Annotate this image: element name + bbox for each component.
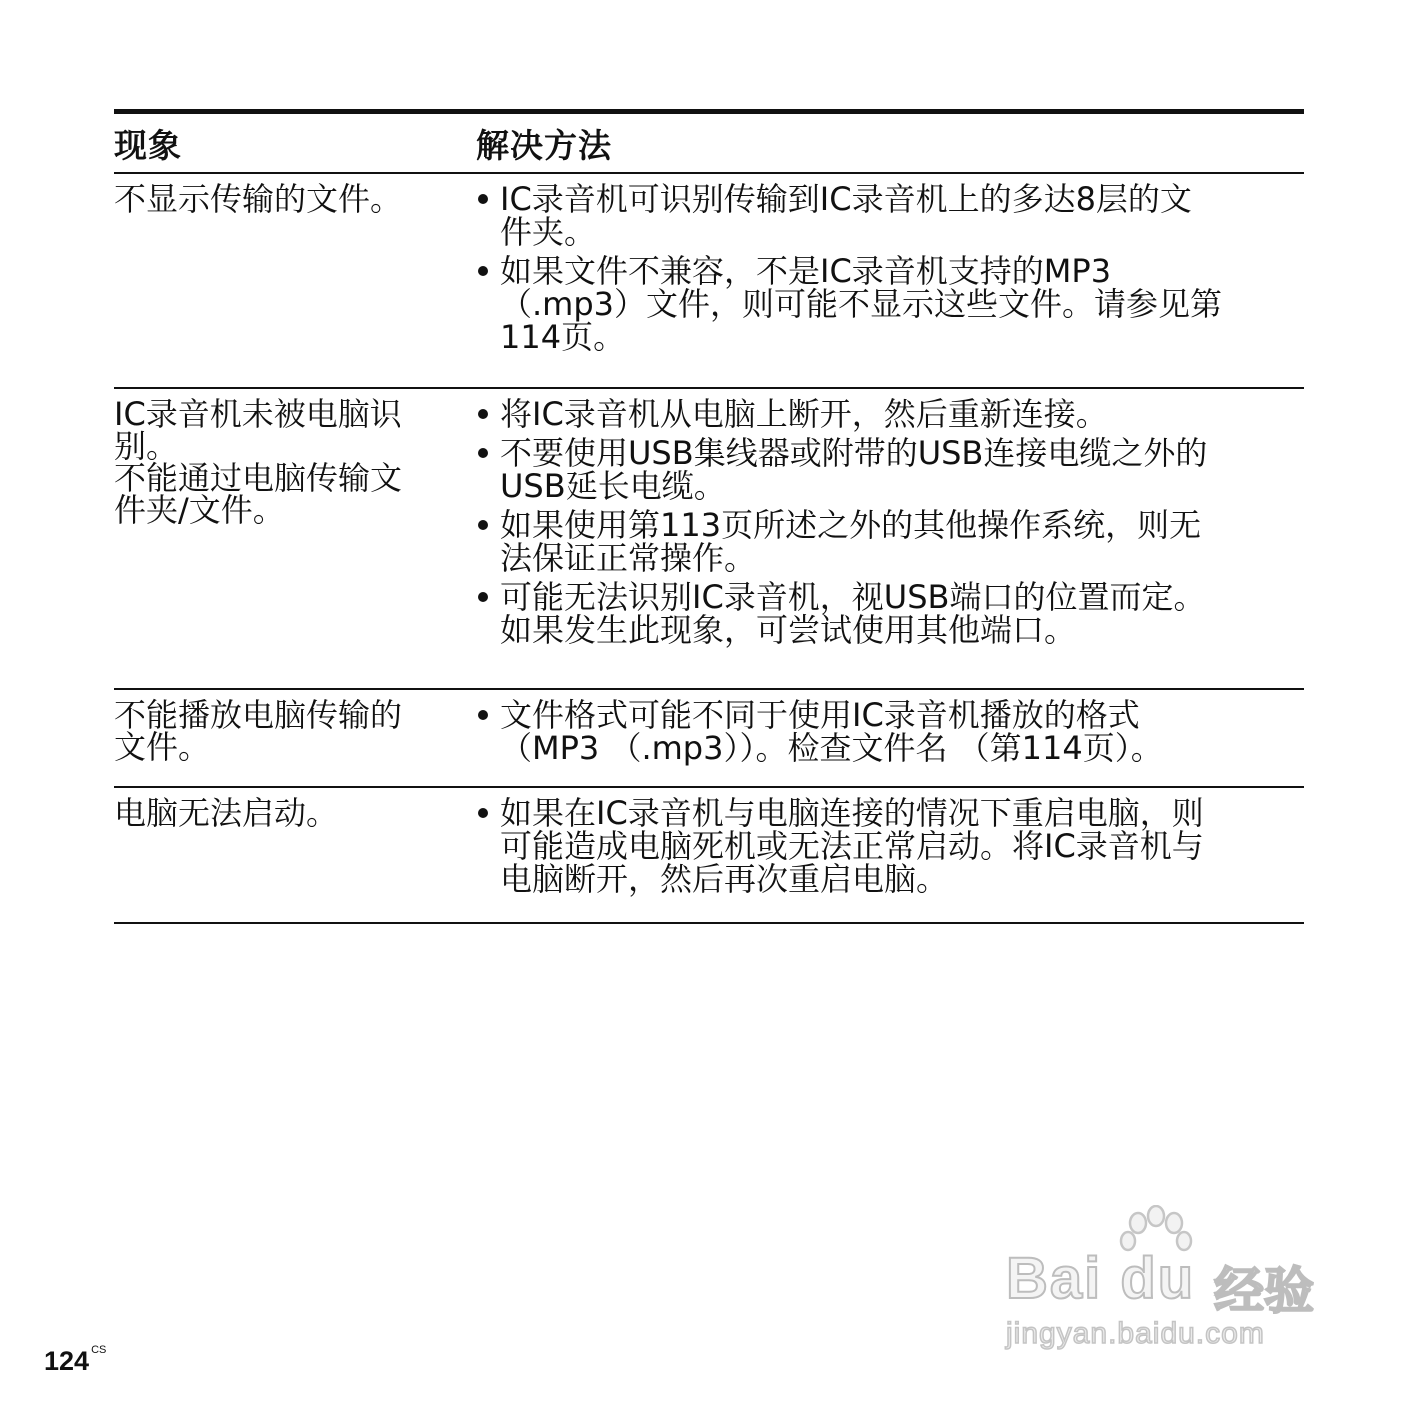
symptom-text: 文件。 [114,728,211,766]
baidu-watermark [1000,1205,1330,1365]
solution-cell [476,174,1304,387]
header-solution: 解决方法 [476,125,612,165]
watermark-url: jingyan.baidu.com [1006,1317,1265,1350]
solution-line: （.mp3）文件，则可能不显示这些文件。请参见第 [500,285,1223,323]
solution-item [476,506,1304,577]
symptom-text: 不能播放电脑传输的 [114,696,403,734]
solution-item [476,434,1304,505]
solution-cell [476,389,1304,688]
symptom-cell [114,389,476,688]
page-number-value: 124 [44,1346,90,1376]
solution-line: 如果发生此现象，可尝试使用其他端口。 [500,611,1077,649]
solution-item [476,180,1304,251]
symptom-text: 件夹/文件。 [114,491,285,529]
bullet-icon [478,448,488,458]
troubleshooting-table [114,109,1304,924]
bullet-icon [478,194,488,204]
symptom-cell [114,788,476,922]
table-row [114,788,1304,924]
solution-item [476,696,1304,767]
solution-line: IC录音机可识别传输到IC录音机上的多达8层的文 [500,180,1192,218]
symptom-text: 电脑无法启动。 [114,794,339,832]
solution-item [476,395,1304,433]
solution-line: 件夹。 [500,213,597,251]
page-number [44,1344,107,1377]
header-symptom: 现象 [114,125,182,165]
page-number-suffix: CS [91,1344,107,1356]
solution-line: 文件格式可能不同于使用IC录音机播放的格式 [500,696,1140,734]
bullet-icon [478,710,488,720]
solution-line: 114页。 [500,318,626,356]
table-header [114,114,1304,174]
bullet-icon [478,808,488,818]
solution-item [476,794,1304,898]
solution-line: 如果在IC录音机与电脑连接的情况下重启电脑，则 [500,794,1204,832]
bullet-icon [478,266,488,276]
solution-line: 如果使用第113页所述之外的其他操作系统，则无 [500,506,1202,544]
watermark-brand: Bai du [1006,1246,1196,1311]
solution-line: 可能造成电脑死机或无法正常启动。将IC录音机与 [500,827,1204,865]
table-row [114,174,1304,389]
solution-line: 可能无法识别IC录音机，视USB端口的位置而定。 [500,578,1206,616]
bullet-icon [478,520,488,530]
symptom-text: IC录音机未被电脑识 [114,395,402,433]
bullet-icon [478,409,488,419]
solution-cell [476,690,1304,786]
solution-cell [476,788,1304,922]
solution-line: 不要使用USB集线器或附带的USB连接电缆之外的 [500,434,1208,472]
solution-line: 将IC录音机从电脑上断开，然后重新连接。 [500,395,1108,433]
symptom-text: 不能通过电脑传输文 [114,459,403,497]
symptom-text: 不显示传输的文件。 [114,180,403,218]
solution-item [476,578,1304,649]
solution-line: 如果文件不兼容，不是IC录音机支持的MP3 [500,252,1112,290]
solution-item [476,252,1304,356]
symptom-cell [114,174,476,387]
solution-line: USB延长电缆。 [500,467,726,505]
symptom-text: 别。 [114,427,179,465]
watermark-cn: 经验 [1214,1262,1314,1320]
bullet-icon [478,592,488,602]
solution-line: （MP3 （.mp3））。检查文件名 （第114页）。 [500,729,1163,767]
table-row [114,690,1304,788]
solution-line: 电脑断开，然后再次重启电脑。 [500,860,949,898]
symptom-cell [114,690,476,786]
solution-line: 法保证正常操作。 [500,539,757,577]
table-row [114,389,1304,690]
